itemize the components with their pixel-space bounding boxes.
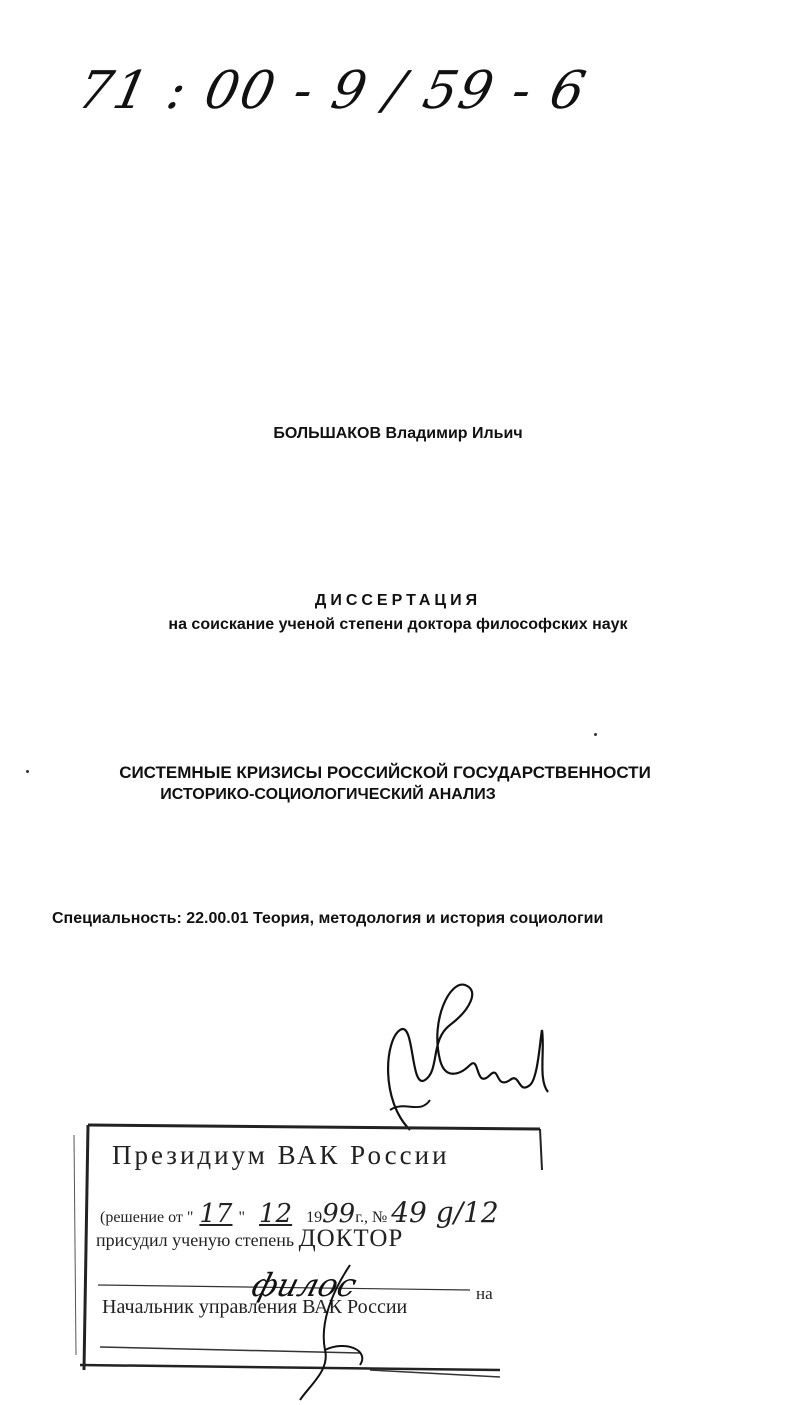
handwritten-archive-code (72, 30, 593, 150)
stamp-chief-line: Начальник управления ВАК России (102, 1296, 408, 1318)
stamp-degree-line (96, 1225, 403, 1253)
specialty-line: Специальность: 22.00.01 Теория, методология и история социологии (52, 910, 604, 927)
stamp-decision-no-label: г., № (355, 1209, 388, 1226)
stamp-degree-value: ДОКТОР (298, 1225, 404, 1252)
stamp-decision-quote: " (238, 1209, 246, 1226)
dissertation-title-line-2: ИСТОРИКО-СОЦИОЛОГИЧЕСКИЙ АНАЛИЗ (160, 786, 496, 803)
stamp-decision-prefix: (решение от " (100, 1209, 194, 1226)
stamp-title: Президиум ВАК России (112, 1140, 450, 1170)
stamp-decision-year: 99 (322, 1199, 356, 1229)
dissertation-title-line-1: СИСТЕМНЫЕ КРИЗИСЫ РОССИЙСКОЙ ГОСУДАРСТВЕННОСТИ (119, 763, 651, 782)
document-type: ДИССЕРТАЦИЯ (314, 592, 482, 609)
stamp-decision-number: 49 g/12 (391, 1196, 499, 1229)
stamp-chief-signature (290, 1255, 390, 1405)
handwritten-code-text: 71 : 00 - 9 / 59 - 6 (72, 60, 593, 121)
scan-speck (594, 733, 597, 736)
degree-line: на соискание ученой степени доктора философских наук (168, 616, 628, 633)
stamp-degree-prefix: присудил ученую степень (96, 1230, 295, 1250)
stamp-field-handwritten-text: филос (247, 1266, 361, 1304)
stamp-on-label: на (476, 1284, 493, 1303)
stamp-decision-month: 12 (259, 1199, 293, 1229)
author-name: БОЛЬШАКОВ Владимир Ильич (273, 425, 523, 442)
stamp-decision-day: 17 (199, 1199, 233, 1229)
stamp-decision-year-prefix: 19 (306, 1209, 323, 1226)
